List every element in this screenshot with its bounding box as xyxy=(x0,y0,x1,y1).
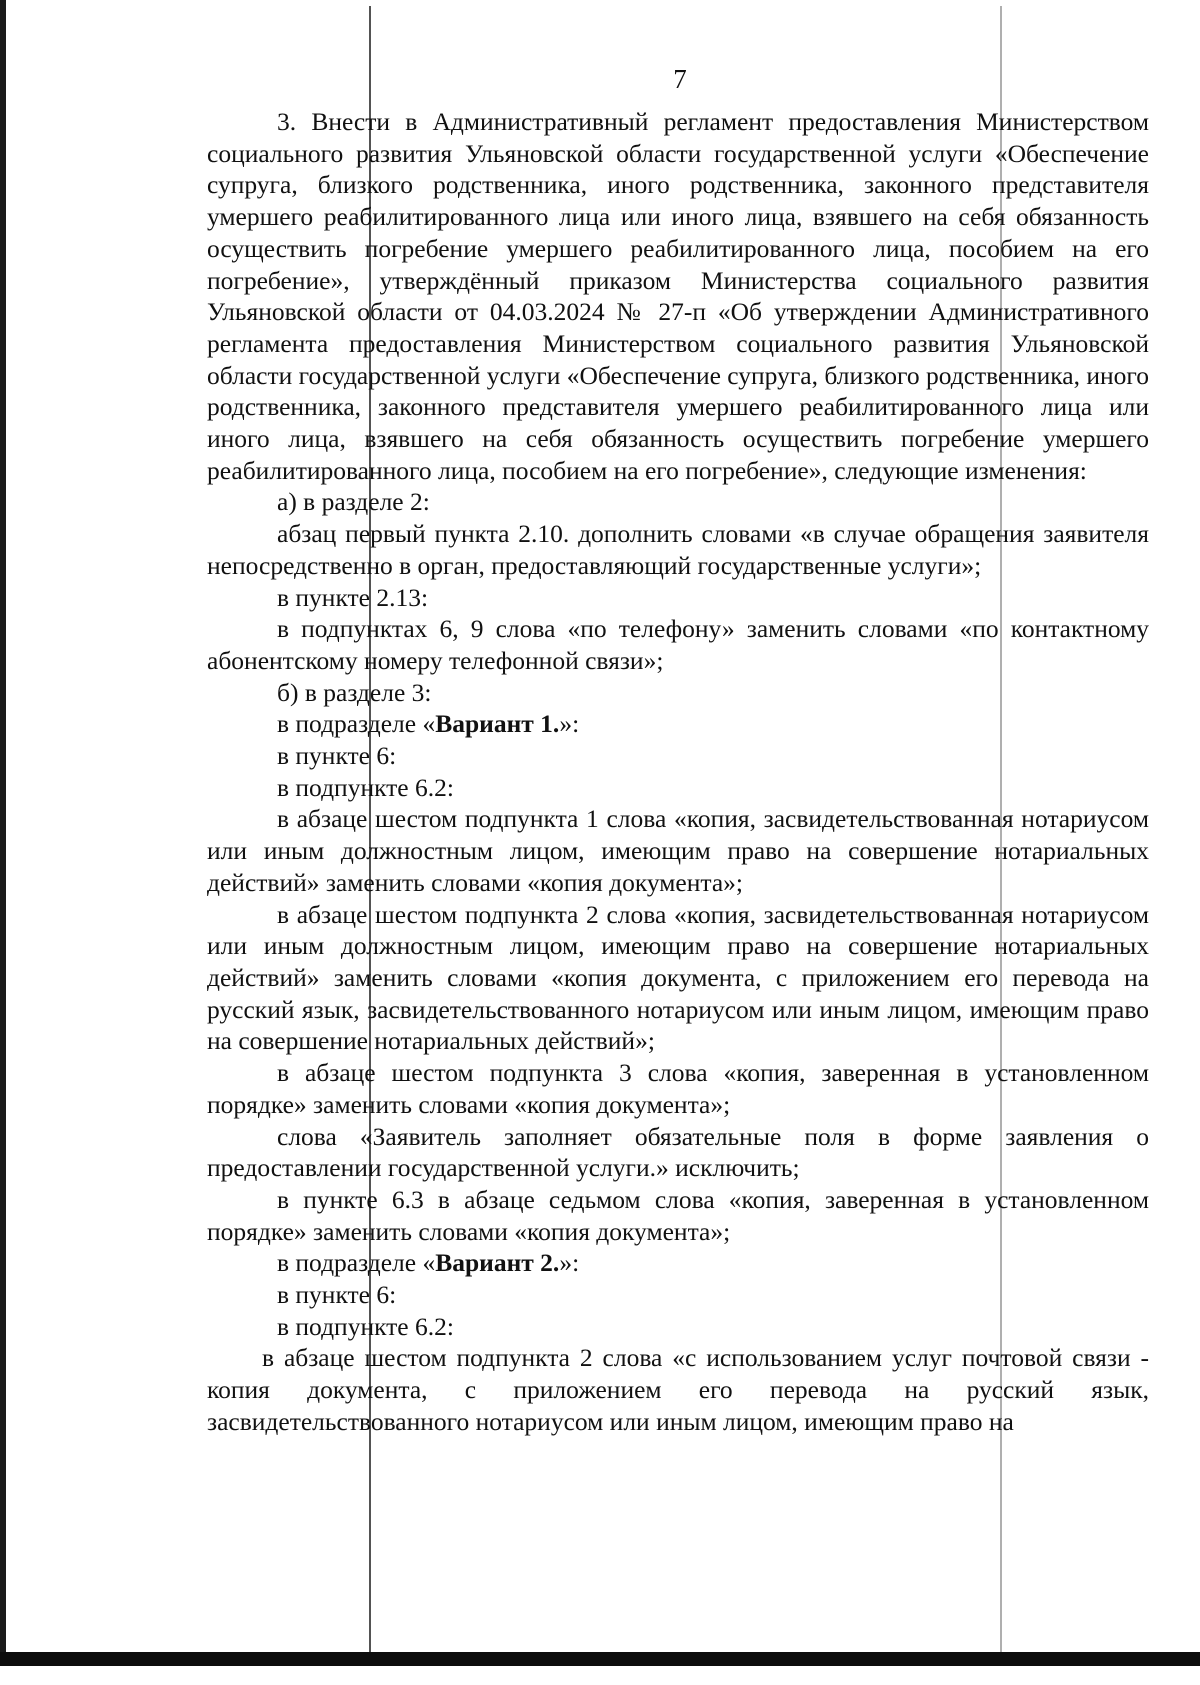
paragraph-variant-1 xyxy=(207,708,1149,740)
paragraph-point-6-v2: в пункте 6: xyxy=(277,1280,397,1310)
paragraph-subpoint-6-2-v2: в подпункте 6.2: xyxy=(277,1311,454,1341)
paragraph-subpoint-6-2: в подпункте 6.2: xyxy=(277,772,454,802)
paragraph-subpoints-6-9: в подпунктах 6, 9 слова «по телефону» заменить словами «по контактному абонентскому номеру телефонной связи»; xyxy=(207,614,1149,675)
paragraph-exclude-words: слова «Заявитель заполняет обязательные поля в форме заявления о предоставлении государственной услуги.» исключить; xyxy=(207,1121,1149,1183)
paragraph-abzac-subpoint-3: в абзаце шестом подпункта 3 слова «копия, заверенная в установленном порядке» заменить словами «копия документа»; xyxy=(207,1058,1149,1119)
paragraph-abzac-subpoint-2: в абзаце шестом подпункта 2 слова «копия, засвидетельствованная нотариусом или иным должностным лицом, имеющим право на совершение нотариальных действий» заменить словами «копия документа, с приложением его перевода на русский язык, засвидетельствованного нотариусом или иным лицом, имеющим право на совершение нотариальных действий»; xyxy=(207,899,1149,1056)
variant-1-label: Вариант 1. xyxy=(435,709,560,739)
paragraph-2-10: абзац первый пункта 2.10. дополнить словами «в случае обращения заявителя непосредственно в орган, предоставляющий государственные услуги»; xyxy=(207,519,1149,580)
paragraph-point-6-3: в пункте 6.3 в абзаце седьмом слова «копия, заверенная в установленном порядке» заменить словами «копия документа»; xyxy=(207,1184,1149,1246)
variant-2-label: Вариант 2. xyxy=(435,1248,560,1278)
paragraph-amendment-intro: 3. Внести в Административный регламент предоставления Министерством социального развития Ульяновской области государственной услуги «Обеспечение супруга, близкого родственника, иного родственника, законного представителя умершего реабилитированного лица или иного лица, взявшего на себя обязанность осуществить погребение умершего реабилитированного лица, пособием на его погребение», утверждённый приказом Министерства социального развития Ульяновской области от 04.03.2024 № 27-п «Об утверждении Административного регламента предоставления Министерством социального развития Ульяновской области государственной услуги «Обеспечение супруга, близкого родственника, иного родственника, законного представителя умершего реабилитированного лица или иного лица, взявшего на себя обязанность осуществить погребение умершего реабилитированного лица, пособием на его погребение», следующие изменения: xyxy=(207,107,1149,485)
variant-1-prefix: в подразделе « xyxy=(277,709,436,739)
page-number: 7 xyxy=(673,64,687,94)
variant-2-prefix: в подразделе « xyxy=(277,1248,436,1278)
scan-left-edge xyxy=(0,0,6,1652)
variant-2-suffix: »: xyxy=(559,1248,580,1278)
document-body xyxy=(207,106,1149,1438)
paragraph-section-2: а) в разделе 2: xyxy=(277,487,430,517)
paragraph-variant-2 xyxy=(207,1247,1149,1279)
paragraph-section-3: б) в разделе 3: xyxy=(277,677,432,707)
paragraph-point-6: в пункте 6: xyxy=(277,741,397,771)
paragraph-abzac-subpoint-1: в абзаце шестом подпункта 1 слова «копия, засвидетельствованная нотариусом или иным должностным лицом, имеющим право на совершение нотариальных действий» заменить словами «копия документа»; xyxy=(207,804,1149,897)
paragraph-2-13: в пункте 2.13: xyxy=(277,582,429,612)
paragraph-abzac-subpoint-2-v2: в абзаце шестом подпункта 2 слова «с использованием услуг почтовой связи - копия документа, с приложением его перевода на русский язык, засвидетельствованного нотариусом или иным лицом, имеющим право на xyxy=(207,1343,1149,1436)
variant-1-suffix: »: xyxy=(559,709,580,739)
scan-bottom-edge xyxy=(0,1652,1200,1666)
